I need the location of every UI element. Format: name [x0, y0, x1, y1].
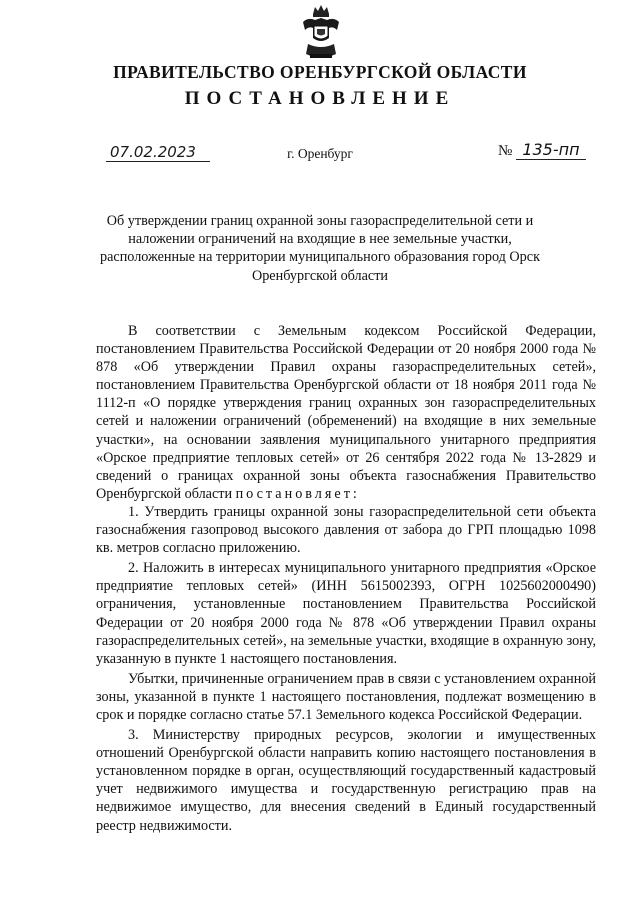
number-label: №	[498, 143, 513, 159]
document-body	[96, 322, 596, 835]
item-paragraph: 1. Утвердить границы охранной зоны газораспределительной сети объекта газоснабжения газопровод высокого давления от забора до ГРП площадью 1098 кв. метров согласно приложению.	[96, 503, 596, 557]
organization-title: ПРАВИТЕЛЬСТВО ОРЕНБУРГСКОЙ ОБЛАСТИ	[113, 62, 527, 82]
item-paragraph: Убытки, причиненные ограничением прав в связи с установлением охранной зоны, указанной в пункте 1 настоящего постановления, подлежат возмещению в срок и порядке согласно статье 57.1 Земельного кодекса Российской Федерации.	[96, 670, 596, 723]
preamble-text: В соответствии с Земельным кодексом Российской Федерации, постановлением Правительства Российской Федерации от 20 ноября 2000 года № 878 «Об утверждении Правил охраны газораспределительных сетей», постановлением Правительства Оренбургской области от 18 ноября 2011 года № 1112-п «О порядке утверждения границ охранных зон газораспределительных сетей и наложении ограничений (обременений) на входящие в них земельные участки», на основании заявления муниципального унитарного предприятия «Орское предприятие тепловых сетей» от 26 сентября 2022 года № 13-2829 и сведений о границах охранной зоны объекта газоснабжения Правительство Оренбургской области	[96, 323, 596, 502]
number-value: 135-пп	[516, 141, 585, 160]
document-type-title: ПОСТАНОВЛЕНИЕ	[184, 88, 456, 109]
document-subject: Об утверждении границ охранной зоны газораспределительной сети и наложении ограничений на входящие в нее земельные участки, расположенные на территории муниципального образования город Орск Оренбургской области	[100, 213, 540, 284]
document-number	[498, 141, 586, 160]
resolves-word: постановляет:	[235, 485, 360, 502]
preamble-paragraph	[96, 322, 596, 503]
item-paragraph: 3. Министерству природных ресурсов, экологии и имущественных отношений Оренбургской области направить копию настоящего постановления в установленном порядке в орган, осуществляющий государственный кадастровый учет недвижимого имущества и государственную регистрацию прав на недвижимое имущество, для внесения сведений в Единый государственный реестр недвижимости.	[96, 727, 596, 834]
document-city: г. Оренбург	[287, 146, 353, 161]
item-paragraph: 2. Наложить в интересах муниципального унитарного предприятия «Орское предприятие тепловых сетей» (ИНН 5615002393, ОГРН 1025602000490) ограничения, установленные постановлением Правительства Российской Федерации от 20 ноября 2000 года № 878 «Об утверждении Правил охраны газораспределительных сетей», на земельные участки, входящие в охранную зону, указанную в пункте 1 настоящего постановления.	[96, 560, 596, 667]
document-date: 07.02.2023	[106, 143, 210, 162]
coat-of-arms-icon	[300, 4, 342, 62]
